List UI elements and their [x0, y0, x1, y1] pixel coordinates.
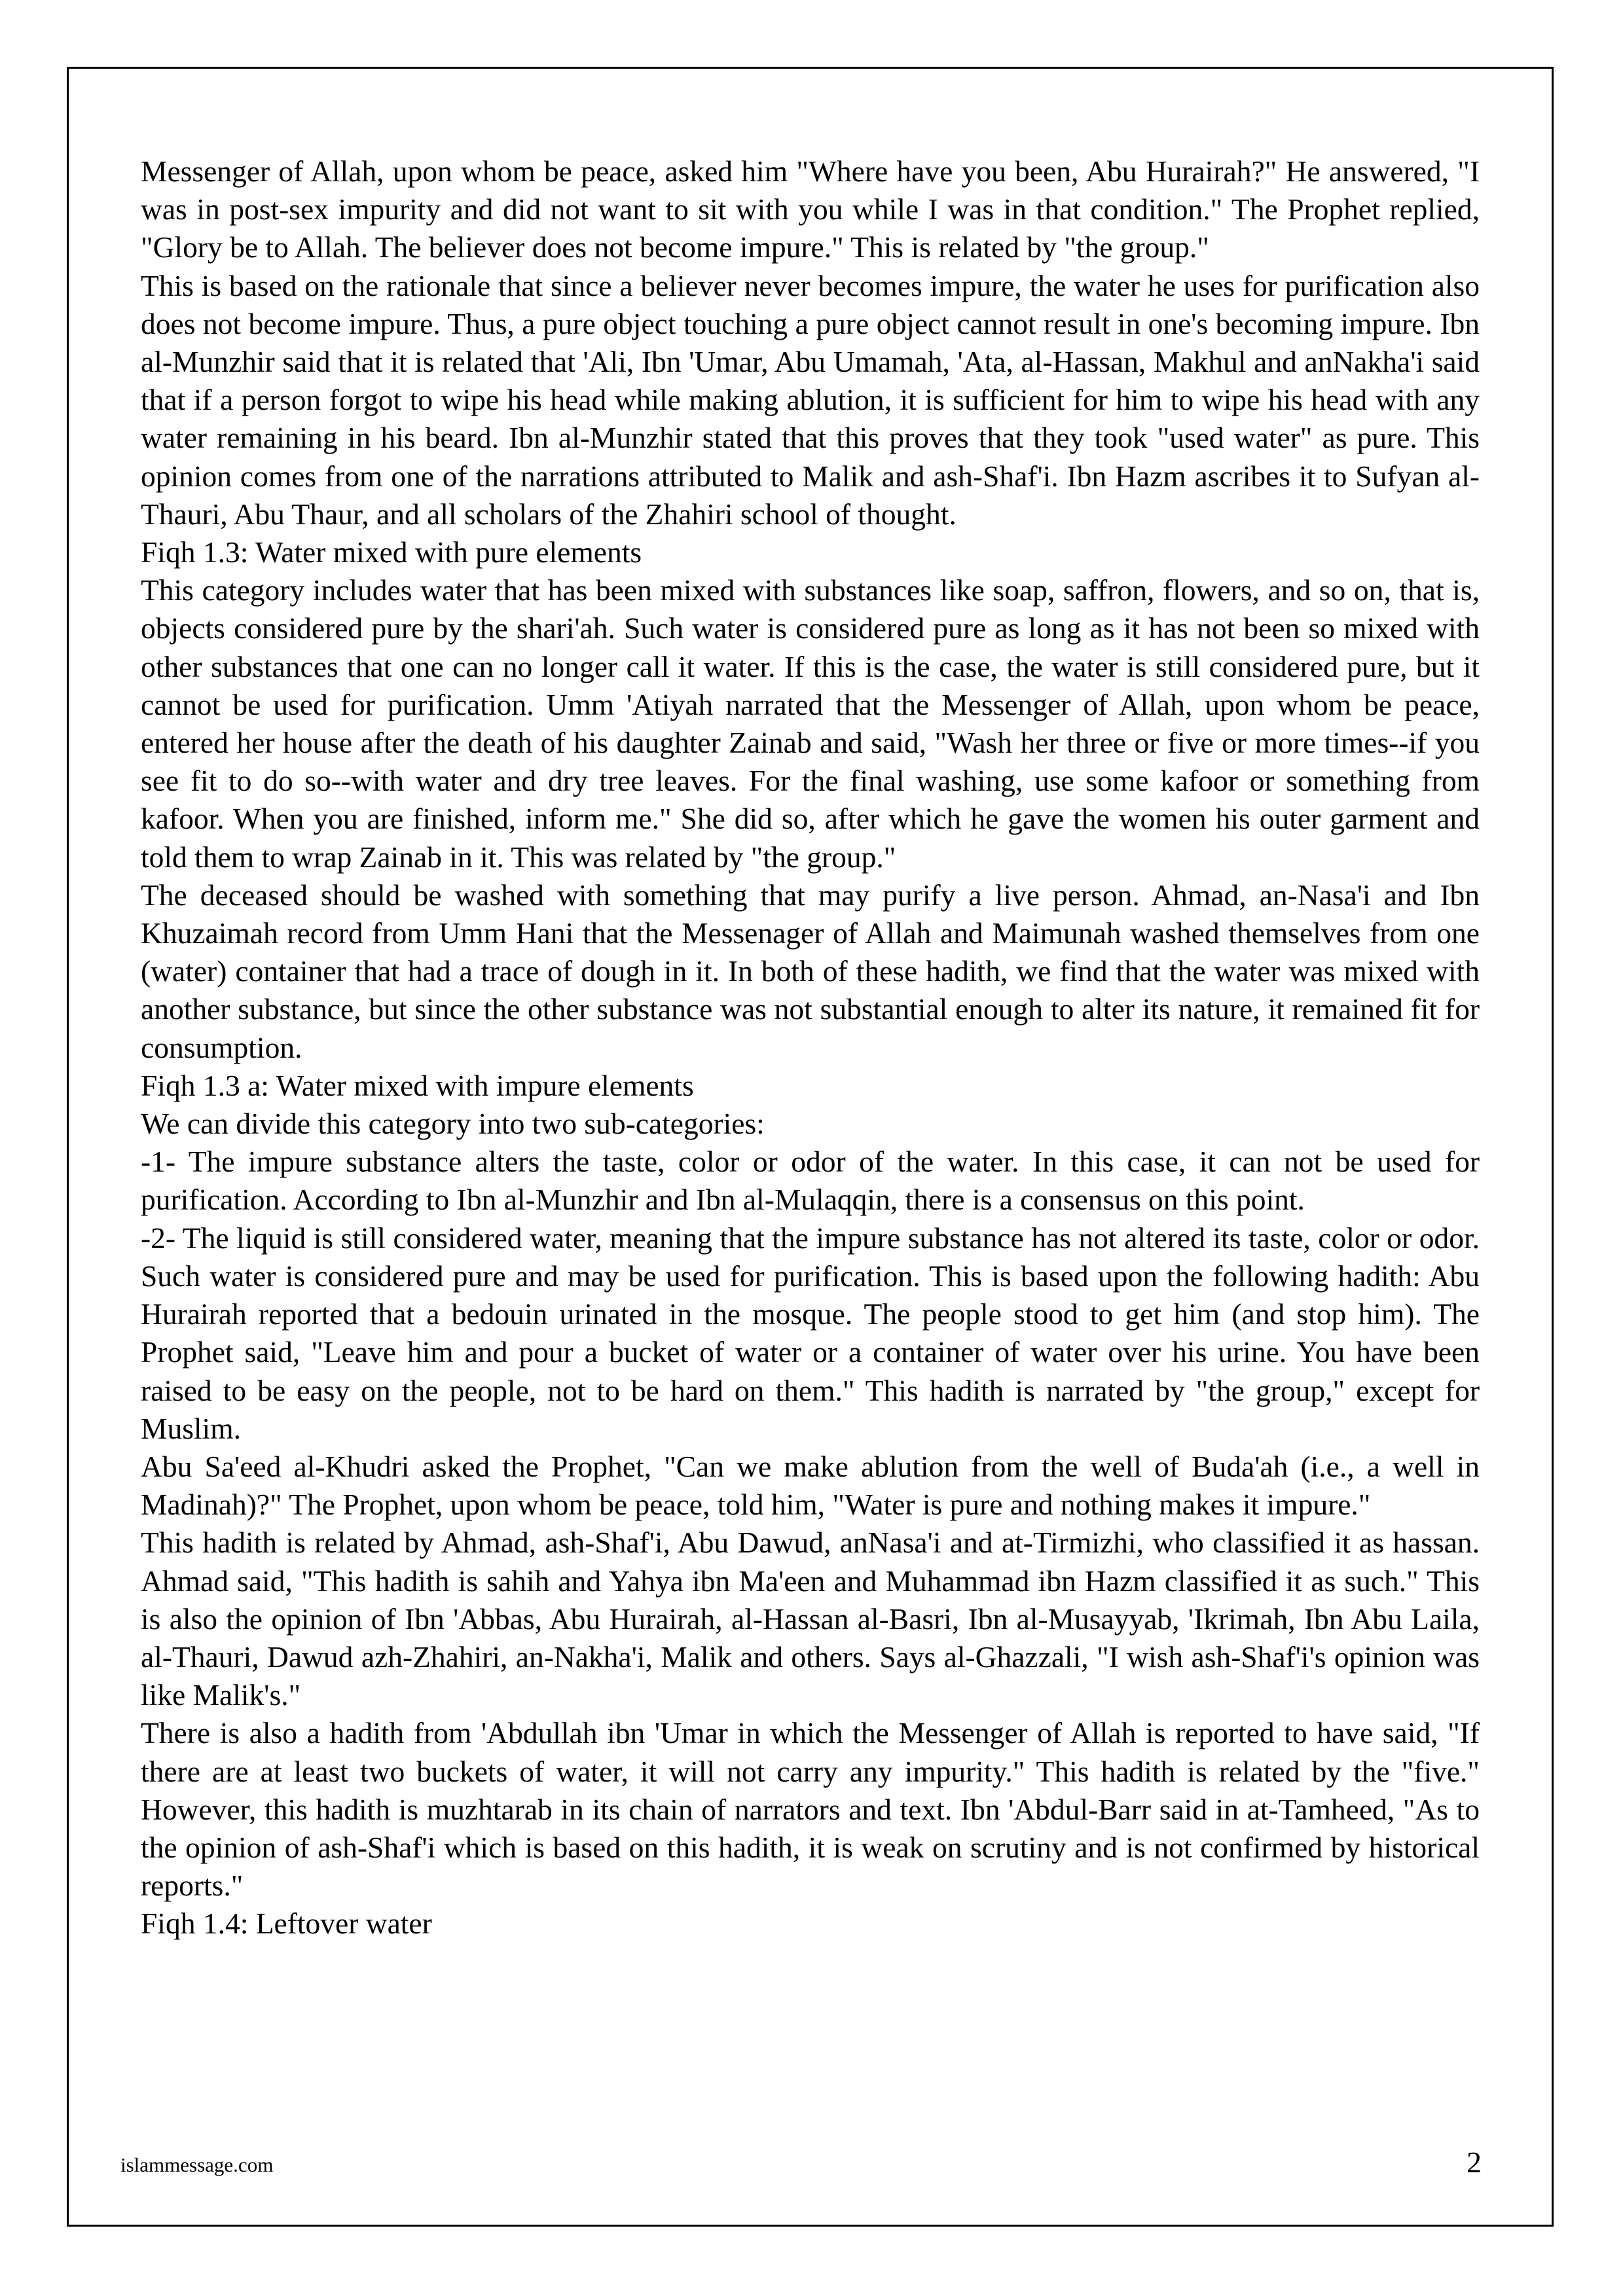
footer-site-name: islammessage.com — [120, 2153, 274, 2176]
paragraph-8: Abu Sa'eed al-Khudri asked the Prophet, "Can we make ablution from the well of Buda'ah (i.e., a well in Madinah)?" The Prophet, upon whom be peace, told him, "Water is pure and nothing makes it impure." — [141, 1449, 1480, 1522]
paragraph-4: The deceased should be washed with something that may purify a live person. Ahmad, an-Nasa'i and Ibn Khuzaimah record from Umm Hani that the Messenager of Allah and Maimunah washed themselves from one (water) container that had a trace of dough in it. In both of these hadith, we find that the water was mixed with another substance, but since the other substance was not substantial enough to alter its nature, it remained fit for consumption. — [141, 878, 1480, 1064]
section-heading-1-3a: Fiqh 1.3 a: Water mixed with impure elements — [141, 1068, 694, 1102]
paragraph-10: There is also a hadith from 'Abdullah ibn 'Umar in which the Messenger of Allah is reported to have said, "If there are at least two buckets of water, it will not carry any impurity." This hadith is related by the "five." However, this hadith is muzhtarab in its chain of narrators and text. Ibn 'Abdul-Barr said in at-Tamheed, "As to the opinion of ash-Shaf'i which is based on this hadith, it is weak on scrutiny and is not confirmed by historical reports." — [141, 1716, 1480, 1903]
page-number: 2 — [1467, 2145, 1482, 2179]
section-heading-1-3: Fiqh 1.3: Water mixed with pure elements — [141, 535, 642, 569]
paragraph-6: -1- The impure substance alters the taste, color or odor of the water. In this case, it can not be used for purification. According to Ibn al-Munzhir and Ibn al-Mulaqqin, there is a consensus on this point. — [141, 1145, 1480, 1217]
section-heading-1-4: Fiqh 1.4: Leftover water — [141, 1907, 432, 1941]
paragraph-1: Messenger of Allah, upon whom be peace, asked him "Where have you been, Abu Hurairah?" He answered, "I was in post-sex impurity and did not want to sit with you while I was in that condition." The Prophet replied, "Glory be to Allah. The believer does not become impure." This is related by "the group." — [141, 154, 1480, 264]
paragraph-2: This is based on the rationale that since a believer never becomes impure, the water he uses for purification also does not become impure. Thus, a pure object touching a pure object cannot result in one's becoming impure. Ibn al-Munzhir said that it is related that 'Ali, Ibn 'Umar, Abu Umamah, 'Ata, al-Hassan, Makhul and anNakha'i said that if a person forgot to wipe his head while making ablution, it is sufficient for him to wipe his head with any water remaining in his beard. Ibn al-Munzhir stated that this proves that they took "used water" as pure. This opinion comes from one of the narrations attributed to Malik and ash-Shaf'i. Ibn Hazm ascribes it to Sufyan al-Thauri, Abu Thaur, and all scholars of the Zhahiri school of thought. — [141, 268, 1480, 531]
paragraph-3: This category includes water that has been mixed with substances like soap, saffron, flowers, and so on, that is, objects considered pure by the shari'ah. Such water is considered pure as long as it has not been so mixed with other substances that one can no longer call it water. If this is the case, the water is still considered pure, but it cannot be used for purification. Umm 'Atiyah narrated that the Messenger of Allah, upon whom be peace, entered her house after the death of his daughter Zainab and said, "Wash her three or five or more times--if you see fit to do so--with water and dry tree leaves. For the final washing, use some kafoor or something from kafoor. When you are finished, inform me." She did so, after which he gave the women his outer garment and told them to wrap Zainab in it. This was related by "the group." — [141, 573, 1480, 874]
paragraph-5: We can divide this category into two sub-categories: — [141, 1107, 765, 1141]
document-body — [141, 152, 1480, 1943]
paragraph-7: -2- The liquid is still considered water, meaning that the impure substance has not altered its taste, color or odor. Such water is considered pure and may be used for purification. This is based upon the following hadith: Abu Hurairah reported that a bedouin urinated in the mosque. The people stood to get him (and stop him). The Prophet said, "Leave him and pour a bucket of water or a container of water over his urine. You have been raised to be easy on the people, not to be hard on them." This hadith is narrated by "the group," except for Muslim. — [141, 1221, 1480, 1445]
paragraph-9: This hadith is related by Ahmad, ash-Shaf'i, Abu Dawud, anNasa'i and at-Tirmizhi, who classified it as hassan. Ahmad said, "This hadith is sahih and Yahya ibn Ma'een and Muhammad ibn Hazm classified it as such." This is also the opinion of Ibn 'Abbas, Abu Hurairah, al-Hassan al-Basri, Ibn al-Musayyab, 'Ikrimah, Ibn Abu Laila, al-Thauri, Dawud azh-Zhahiri, an-Nakha'i, Malik and others. Says al-Ghazzali, "I wish ash-Shaf'i's opinion was like Malik's." — [141, 1526, 1480, 1712]
